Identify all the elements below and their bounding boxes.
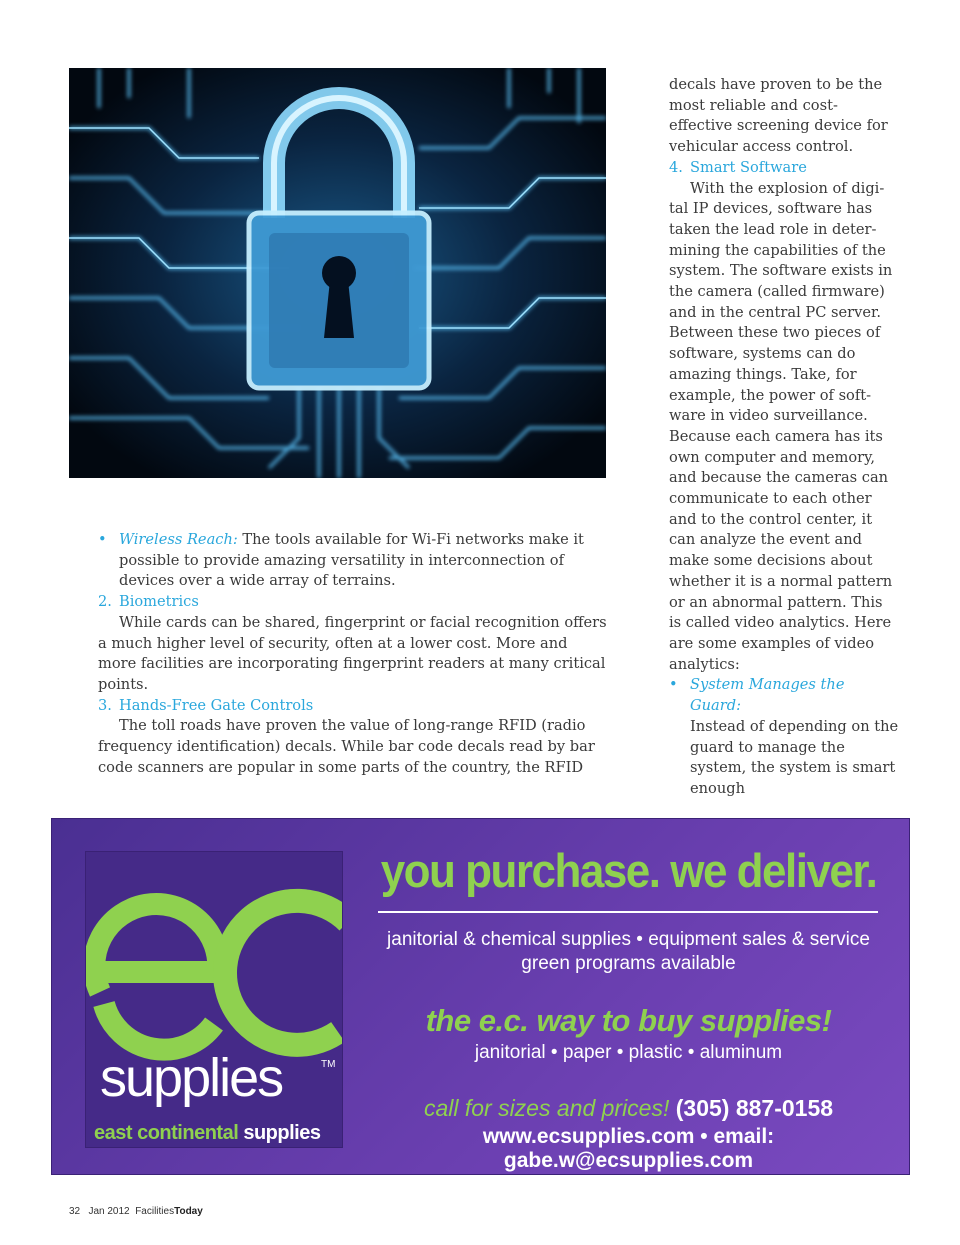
logo-subtitle: east continental supplies	[94, 1122, 321, 1144]
bullet-marker: •	[98, 531, 107, 548]
system-manages-guard-text: Instead of depending on the guard to manage the system, the system is smart enough	[690, 717, 899, 797]
padlock-circuit-illustration	[69, 68, 606, 478]
biometrics-heading: 2. Biometrics	[98, 593, 199, 611]
wireless-reach-item	[98, 530, 610, 592]
web-and-email[interactable]: www.ecsupplies.com • email: gabe.w@ecsupplies.com	[482, 1125, 775, 1172]
system-manages-guard-item	[669, 675, 899, 799]
call-to-action	[376, 1095, 881, 1122]
product-list: janitorial • paper • plastic • aluminum	[474, 1042, 783, 1063]
gate-controls-paragraph: The toll roads have proven the value of long-range RFID (radio frequency identification) decals. While bar code decals read by bar code scanners are popular in some parts of the country, the RFID	[98, 717, 595, 776]
bullet-marker: •	[669, 676, 678, 694]
smart-software-heading: 4. Smart Software	[669, 158, 807, 176]
brand-name: FacilitiesToday	[135, 1206, 203, 1217]
system-manages-guard-lead: System Manages the Guard:	[690, 676, 845, 715]
smart-software-paragraph: With the explosion of digi-tal IP devices, software has taken the lead role in deter-mining the capabilities of the system. The software exists in the camera (called firmware) and in the central PC server. Between these two pieces of software, systems can do amazing things. Take, for example, the power of soft-ware in video surveillance. Because each camera has its own computer and memory, and because the cameras can communicate to each other and to the control center, it can analyze the event and make some decisions about whether it is a normal pattern or an abnormal pattern. This is called video analytics. Here are some examples of video analytics:	[669, 179, 893, 673]
issue-date: Jan 2012	[88, 1206, 130, 1217]
hero-image	[69, 68, 606, 478]
wireless-reach-text: The tools available for Wi-Fi networks make it possible to provide amazing versatility in interconnection of devices over a wide array of terrains.	[119, 531, 584, 590]
services-line-1: janitorial & chemical supplies • equipment sales & service	[387, 929, 870, 950]
biometrics-paragraph: While cards can be shared, fingerprint or facial recognition offers a much higher level of security, often at a lower cost. More and more facilities are incorporating fingerprint readers at many critical points.	[98, 613, 607, 693]
ad-tagline: the e.c. way to buy supplies!	[425, 1003, 832, 1038]
ec-supplies-logo	[85, 851, 343, 1148]
page-footer	[69, 1206, 203, 1217]
left-text-column	[98, 530, 610, 778]
trademark-mark: TM	[321, 1059, 336, 1070]
phone-number[interactable]: (305) 887-0158	[675, 1095, 834, 1121]
ec-supplies-advertisement[interactable]	[51, 818, 910, 1175]
ec-logo-mark	[86, 852, 342, 1062]
logo-word: supplies	[100, 1048, 283, 1108]
right-text-column	[669, 75, 899, 800]
services-line-2: green programs available	[521, 953, 736, 974]
call-text: call for sizes and prices!	[423, 1095, 670, 1121]
page-number: 32	[69, 1206, 81, 1217]
wireless-reach-lead: Wireless Reach:	[119, 531, 238, 548]
ad-headline: you purchase. we deliver.	[380, 845, 877, 898]
headline-divider	[378, 911, 878, 913]
gate-controls-heading: 3. Hands-Free Gate Controls	[98, 696, 314, 714]
continuation-paragraph: decals have proven to be the most reliable and cost-effective screening device for vehicular access control.	[669, 76, 888, 156]
